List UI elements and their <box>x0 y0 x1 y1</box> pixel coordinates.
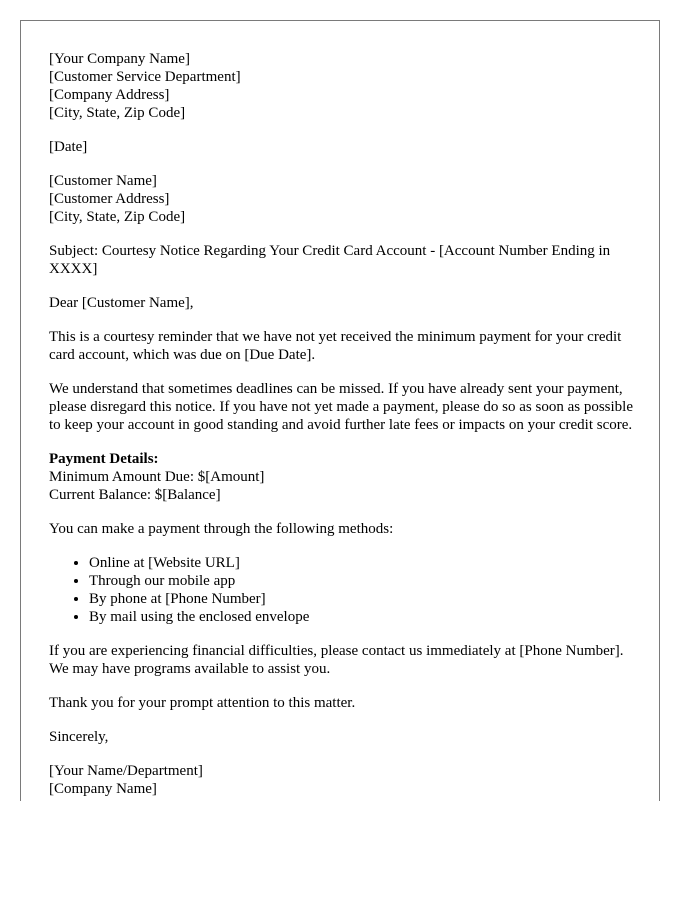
thanks-paragraph: Thank you for your prompt attention to this matter. <box>49 695 356 711</box>
payment-methods-intro: You can make a payment through the following methods: <box>49 521 394 537</box>
payment-methods-list <box>49 554 637 626</box>
minimum-amount-due: Minimum Amount Due: $[Amount] <box>49 469 265 485</box>
signature-name-department: [Your Name/Department] <box>49 763 203 779</box>
list-item: • Through our mobile app <box>89 572 637 590</box>
recipient-address: [Customer Address] <box>49 191 170 207</box>
letter-date: [Date] <box>49 139 88 155</box>
list-item: • Online at [Website URL] <box>89 554 637 572</box>
signature-company-name: [Company Name] <box>49 781 157 797</box>
signoff: Sincerely, <box>49 729 109 745</box>
current-balance: Current Balance: $[Balance] <box>49 487 221 503</box>
list-item: • By phone at [Phone Number] <box>89 590 637 608</box>
sender-company-name: [Your Company Name] <box>49 51 190 67</box>
sender-city-state-zip: [City, State, Zip Code] <box>49 105 186 121</box>
sender-block <box>49 50 637 122</box>
letter-body <box>49 50 637 801</box>
list-item: • By mail using the enclosed envelope <box>89 608 637 626</box>
letter-page <box>20 20 660 801</box>
sender-address: [Company Address] <box>49 87 170 103</box>
salutation: Dear [Customer Name], <box>49 295 194 311</box>
financial-difficulties-paragraph: If you are experiencing financial difficulties, please contact us immediately at [Phone Number]. We may have programs available to assist you. <box>49 643 624 677</box>
intro-paragraph: This is a courtesy reminder that we have not yet received the minimum payment for your credit card account, which was due on [Due Date]. <box>49 329 622 363</box>
sender-department: [Customer Service Department] <box>49 69 241 85</box>
payment-details-block <box>49 450 637 504</box>
understanding-paragraph: We understand that sometimes deadlines can be missed. If you have already sent your payment, please disregard this notice. If you have not yet made a payment, please do so as soon as possible to keep your account in good standing and avoid further late fees or impacts on your credit score. <box>49 381 634 433</box>
subject-line: Subject: Courtesy Notice Regarding Your Credit Card Account - [Account Number Ending in XXXX] <box>49 243 611 277</box>
payment-details-heading: Payment Details: <box>49 451 159 467</box>
recipient-city-state-zip: [City, State, Zip Code] <box>49 209 186 225</box>
recipient-block <box>49 172 637 226</box>
signature-block <box>49 762 637 798</box>
recipient-name: [Customer Name] <box>49 173 157 189</box>
